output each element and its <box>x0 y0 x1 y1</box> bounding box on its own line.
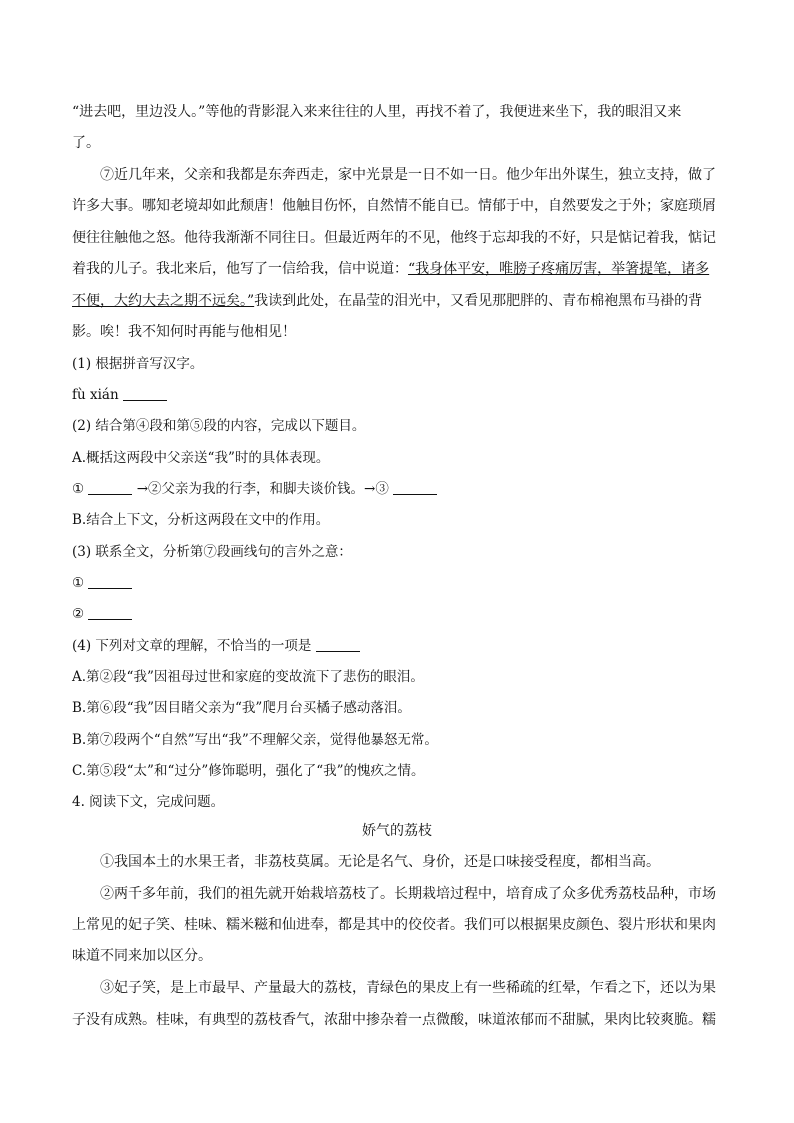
question-2a: A.概括这两段中父亲送“我”时的具体表现。 <box>72 450 330 466</box>
item-marker: ② <box>72 606 85 622</box>
paragraph-7-line: 许多大事。哪知老境却如此颓唐！他触目伤怀，自然情不能自已。情郁于中，自然要发之于外；家庭琐屑 <box>72 198 716 214</box>
answer-blank[interactable] <box>88 605 132 620</box>
option-b2: B.第⑦段两个“自然”写出“我”不理解父亲，觉得他暴怒无常。 <box>72 732 438 748</box>
article-paragraph-3: 子没有成熟。桂味，有典型的荔枝香气，浓甜中掺杂着一点微酸，味道浓郁而不甜腻，果肉比较爽脆。糯 <box>72 1012 716 1028</box>
paragraph-7-line <box>72 291 722 312</box>
question-1-pinyin <box>72 385 722 406</box>
question-3: (3) 联系全文，分析第⑦段画线句的言外之意： <box>72 544 352 560</box>
article-paragraph-3: ③妃子笑，是上市最早、产量最大的荔枝，青绿色的果皮上有一些稀疏的红晕，乍看之下，还以为果 <box>100 980 716 996</box>
item-text: →②父亲为我的行李，和脚夫谈价钱。→③ <box>136 481 389 497</box>
question-3-answer <box>72 573 722 594</box>
underlined-sentence: “我身体平安，唯膀子疼痛厉害，举箸提笔，诸多 <box>408 261 710 277</box>
question-3-answer <box>72 604 722 625</box>
article-paragraph-2: 上常见的妃子笑、桂味、糯米糍和仙进奉，都是其中的佼佼者。我们可以根据果皮颜色、裂片形状和果肉 <box>72 917 716 933</box>
paragraph-7-line <box>72 259 722 280</box>
answer-blank[interactable] <box>88 574 132 589</box>
article-paragraph-2: 味道不同来加以区分。 <box>72 948 212 964</box>
item-marker: ① <box>72 481 85 497</box>
paragraph-7-text: 我读到此处，在晶莹的泪光中，又看见那肥胖的、青布棉袍黑布马褂的背 <box>254 293 703 309</box>
question-2: (2) 结合第④段和第⑤段的内容，完成以下题目。 <box>72 418 366 434</box>
question-1: (1) 根据拼音写汉字。 <box>72 356 204 372</box>
underlined-sentence: 不便，大约大去之期不远矣。” <box>72 293 255 309</box>
pinyin-text: fù xián <box>72 387 119 403</box>
answer-blank[interactable] <box>316 637 360 652</box>
option-a: A.第②段“我”因祖母过世和家庭的变故流下了悲伤的眼泪。 <box>72 669 424 685</box>
section-4-intro: 4. 阅读下文，完成问题。 <box>72 794 225 810</box>
article-title: 娇气的荔枝 <box>362 823 432 839</box>
paragraph-7-text: 着我的儿子。我北来后，他写了一信给我，信中说道： <box>72 261 408 277</box>
option-c: C.第⑤段“太”和“过分”修饰聪明，强化了“我”的愧疚之情。 <box>72 763 425 779</box>
paragraph-7-line: 便往往触他之怒。他待我渐渐不同往日。但最近两年的不见，他终于忘却我的不好，只是惦记着我，惦记 <box>72 230 716 246</box>
question-2b: B.结合上下文，分析这两段在文中的作用。 <box>72 512 330 528</box>
passage-line: “进去吧，里边没人。”等他的背影混入来来往往的人里，再找不着了，我便进来坐下，我的眼泪又来 <box>72 104 682 120</box>
article-paragraph-2: ②两千多年前，我们的祖先就开始栽培荔枝了。长期栽培过程中，培育成了众多优秀荔枝品种，市场 <box>100 886 716 902</box>
question-4-text: (4) 下列对文章的理解，不恰当的一项是 <box>72 638 312 654</box>
paragraph-7-line: ⑦近几年来，父亲和我都是东奔西走，家中光景是一日不如一日。他少年出外谋生，独立支持，做了 <box>100 167 716 183</box>
answer-blank[interactable] <box>88 480 132 495</box>
passage-line: 了。 <box>72 135 100 151</box>
paragraph-7-line: 影。唉！我不知何时再能与他相见！ <box>72 324 296 340</box>
option-b: B.第⑥段“我”因目睹父亲为“我”爬月台买橘子感动落泪。 <box>72 700 411 716</box>
question-4 <box>72 636 722 657</box>
article-paragraph-1: ①我国本土的水果王者，非荔枝莫属。无论是名气、身价，还是口味接受程度，都相当高。 <box>100 854 660 870</box>
question-2a-answers <box>72 479 722 500</box>
answer-blank[interactable] <box>123 386 167 401</box>
item-marker: ① <box>72 575 85 591</box>
answer-blank[interactable] <box>393 480 437 495</box>
